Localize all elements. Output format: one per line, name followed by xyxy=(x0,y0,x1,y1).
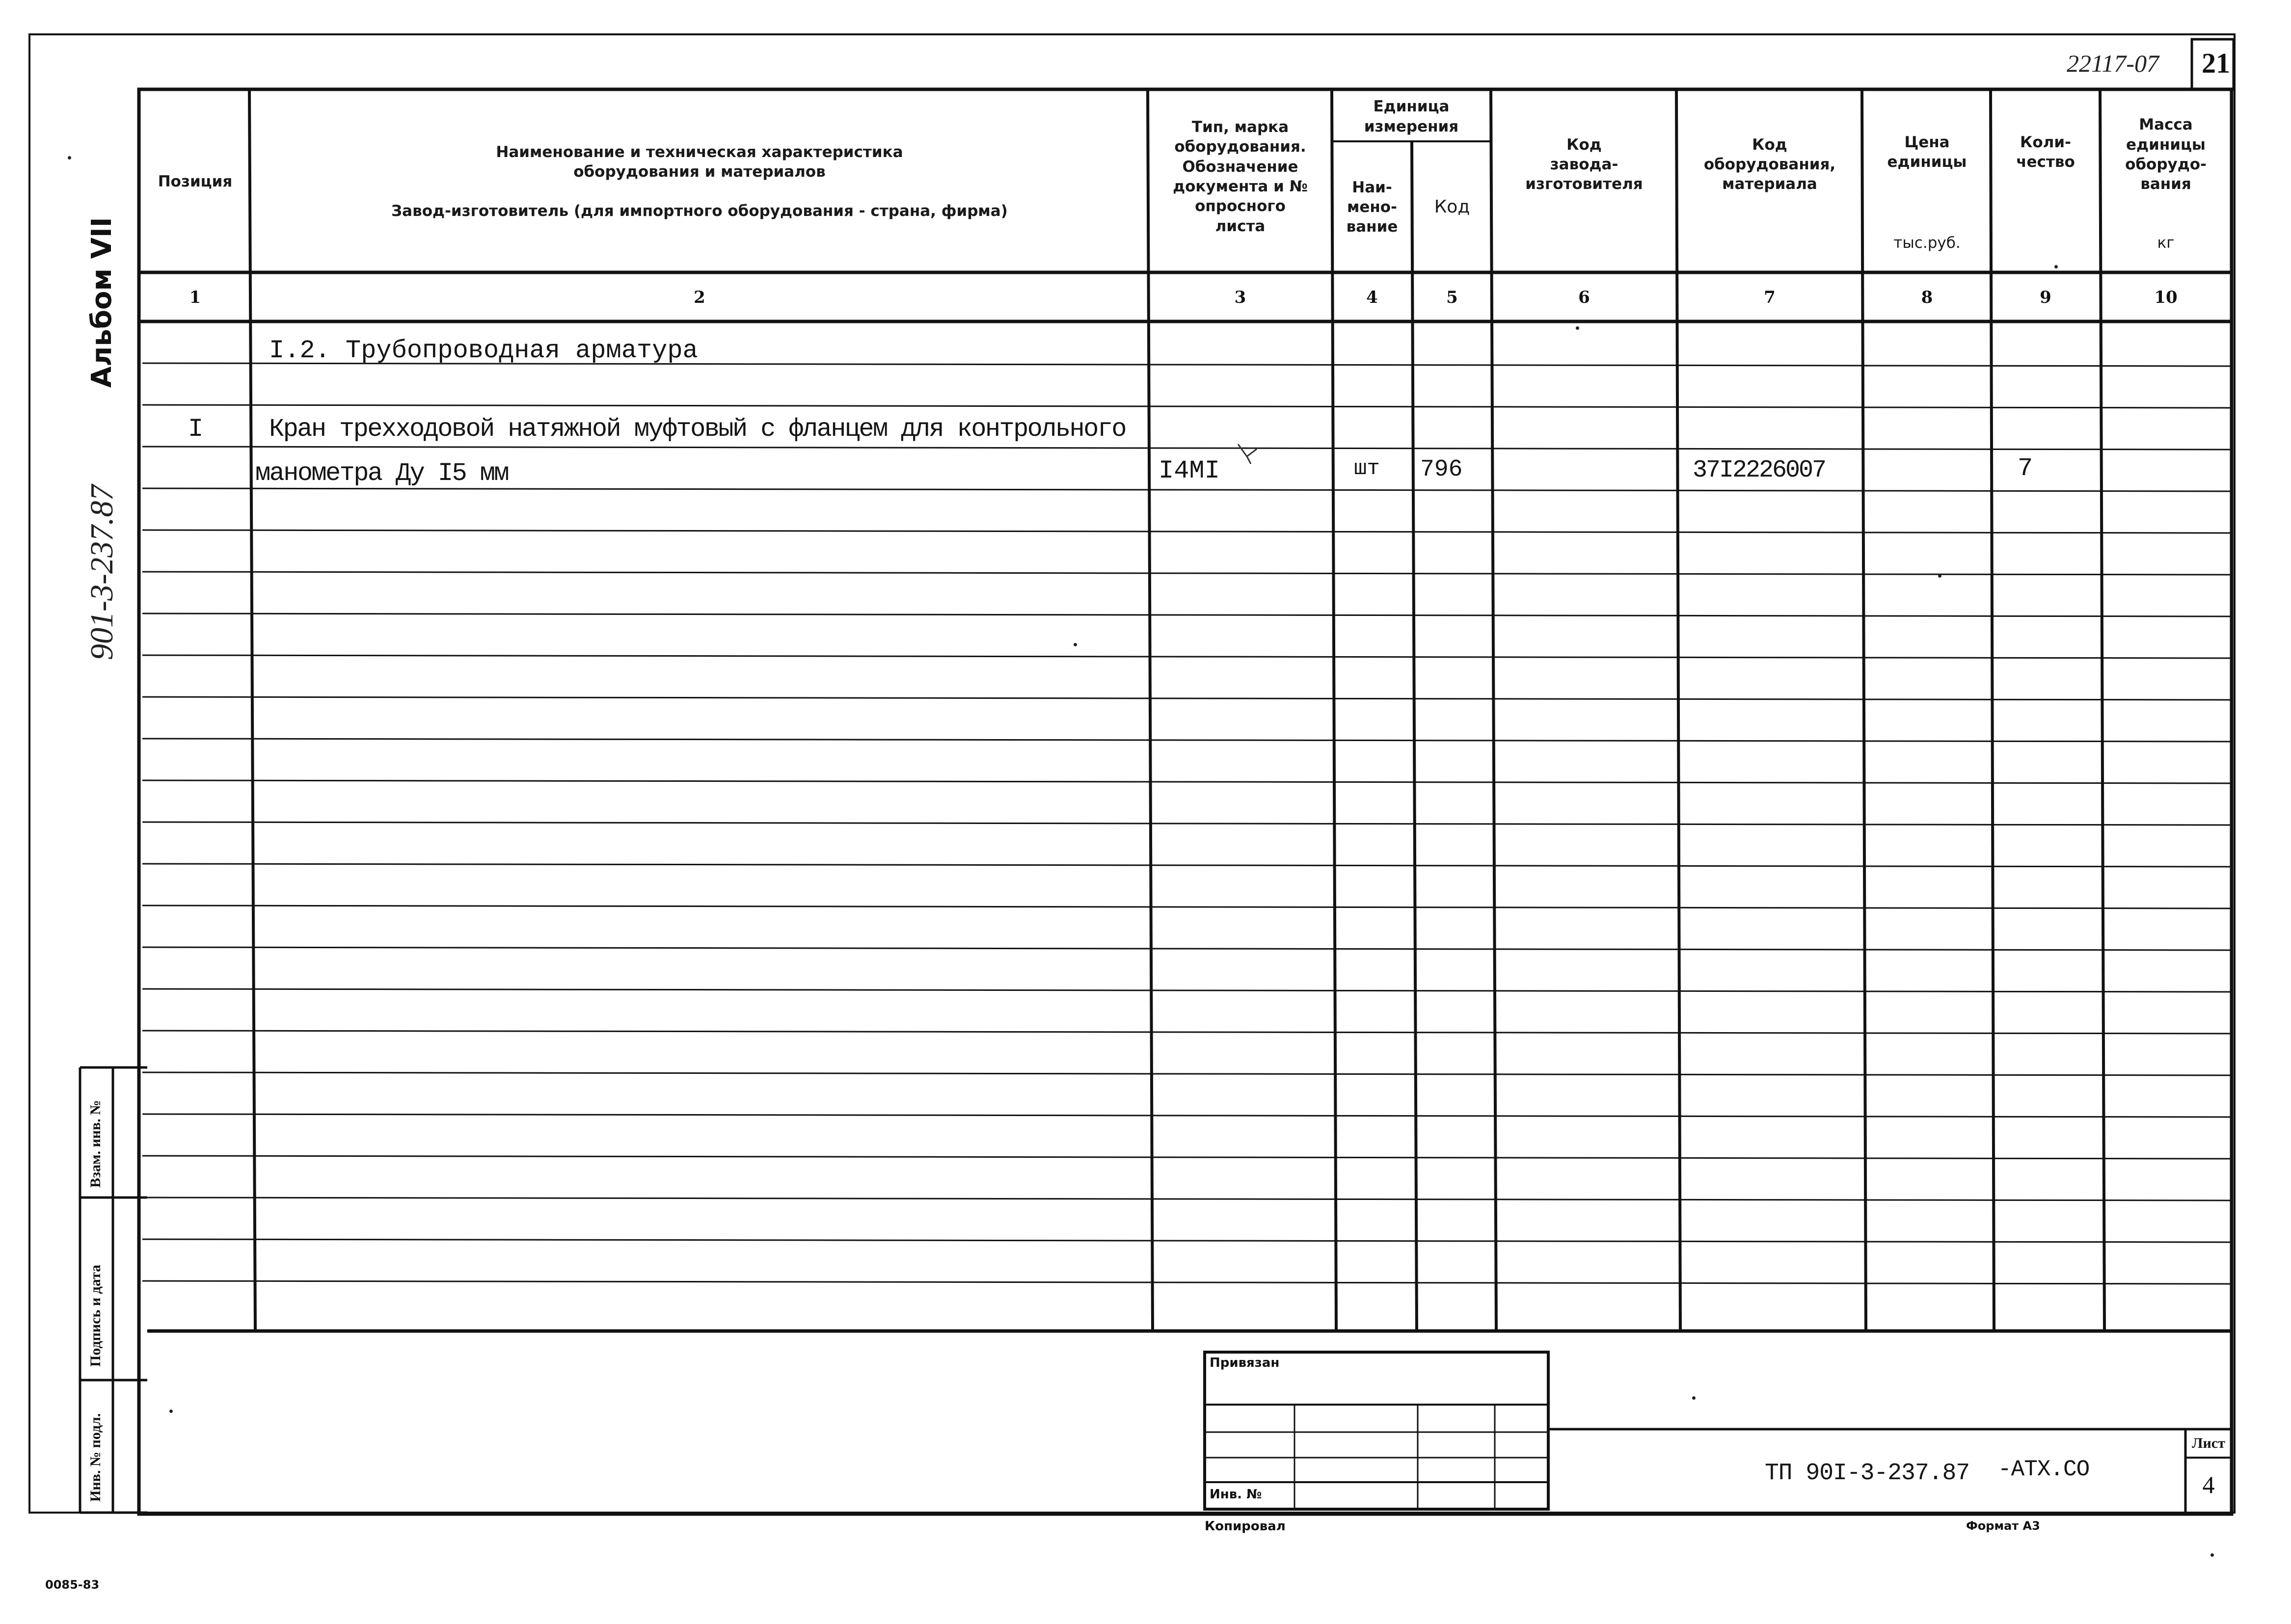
row-rule-18 xyxy=(142,1072,2232,1075)
row-rule-23 xyxy=(142,1281,2232,1284)
column-number-8: 8 xyxy=(1921,288,1933,307)
row-1-type: I4MI xyxy=(1159,456,1220,485)
row-1-unit-code: 796 xyxy=(1420,456,1463,483)
scan-speck xyxy=(1576,326,1579,330)
album-label: Альбом VII xyxy=(86,217,118,388)
row-rule-19 xyxy=(142,1114,2232,1117)
row-rule-3 xyxy=(142,447,2232,450)
row-1-position: I xyxy=(188,415,204,444)
header-position: Позиция xyxy=(158,172,233,190)
row-1-quantity: 7 xyxy=(2018,454,2033,483)
header-name xyxy=(253,93,1146,270)
row-rule-20 xyxy=(142,1156,2232,1159)
row-rule-6 xyxy=(142,572,2232,575)
scan-speck xyxy=(1692,1396,1696,1400)
column-number-2: 2 xyxy=(694,288,705,307)
column-number-6: 6 xyxy=(1578,288,1590,307)
header-mass-unit: кг xyxy=(2157,234,2175,252)
header-type: Тип, марка оборудования. Обозначение документа и № опросного листа xyxy=(1173,118,1308,235)
column-number-9: 9 xyxy=(2040,288,2051,307)
row-rule-9 xyxy=(142,697,2232,700)
row-rule-13 xyxy=(142,864,2232,867)
header-unit-code: Код xyxy=(1434,196,1470,217)
header-price-unit: тыс.руб. xyxy=(1893,234,1961,252)
scan-speck xyxy=(1938,574,1941,578)
header-mass: Масса единицы оборудо- вания xyxy=(2125,116,2207,193)
header-maker-code: Код завода- изготовителя xyxy=(1525,135,1643,193)
sheet-value: 4 xyxy=(2202,1471,2215,1498)
archive-number: 22117-07 xyxy=(2067,50,2159,77)
row-1-name-line2: манометра Ду I5 мм xyxy=(255,459,508,488)
section-title: I.2. Трубопроводная арматура xyxy=(269,336,698,365)
row-1-equipment-code: 37I2226007 xyxy=(1693,456,1826,484)
scan-speck xyxy=(169,1410,173,1413)
row-rule-7 xyxy=(142,613,2232,616)
header-price: Цена единицы xyxy=(1887,133,1967,171)
inv-no-label: Инв. № xyxy=(1210,1487,1262,1502)
row-rule-16 xyxy=(142,989,2232,992)
row-rule-12 xyxy=(142,822,2232,825)
row-1-unit-name: шт xyxy=(1354,456,1380,481)
row-rule-4 xyxy=(142,488,2232,491)
column-number-1: 1 xyxy=(189,288,201,307)
row-rule-2 xyxy=(142,405,2232,408)
project-code-handwritten: 901-3-237.87 xyxy=(84,484,120,660)
scan-speck xyxy=(68,156,71,160)
column-number-5: 5 xyxy=(1446,288,1458,307)
header-unit-name: Наи- мено- вание xyxy=(1346,178,1398,236)
column-number-4: 4 xyxy=(1366,288,1378,307)
header-name-line2: оборудования и материалов xyxy=(573,162,826,181)
header-quantity: Коли- чество xyxy=(2016,133,2075,171)
row-rule-14 xyxy=(142,905,2232,908)
signature-date-label: Подпись и дата xyxy=(87,1264,104,1367)
header-equipment-code: Код оборудования, материала xyxy=(1703,135,1836,193)
row-rule-15 xyxy=(142,947,2232,950)
header-name-line1: Наименование и техническая характеристика xyxy=(496,143,903,161)
scan-speck xyxy=(2054,265,2058,268)
row-rule-8 xyxy=(142,655,2232,658)
row-rule-21 xyxy=(142,1198,2232,1200)
replaced-inv-label: Взам. инв. № xyxy=(87,1100,104,1188)
header-name-line3: Завод-изготовитель (для импортного оборудования - страна, фирма) xyxy=(391,202,1008,220)
scan-speck xyxy=(1074,643,1077,646)
column-number-10: 10 xyxy=(2154,288,2178,307)
row-rule-10 xyxy=(142,739,2232,742)
row-rule-22 xyxy=(142,1239,2232,1242)
header-unit-group: Единица измерения xyxy=(1364,98,1459,135)
column-number-7: 7 xyxy=(1764,288,1776,307)
page-number: 21 xyxy=(2202,47,2230,79)
column-number-3: 3 xyxy=(1234,288,1246,307)
row-rule-11 xyxy=(142,780,2232,783)
row-1-name-line1: Кран трехходовой натяжной муфтовый с фланцем для контрольного xyxy=(269,415,1126,444)
scan-speck xyxy=(2210,1553,2214,1557)
row-rule-5 xyxy=(142,530,2232,533)
copied-by-label: Копировал xyxy=(1205,1519,1286,1534)
sheet-label: Лист xyxy=(2192,1435,2225,1451)
original-inv-label: Инв. № подл. xyxy=(87,1413,104,1502)
form-code: 0085-83 xyxy=(45,1578,100,1592)
row-rule-17 xyxy=(142,1031,2232,1034)
document-suffix: -АТХ.СО xyxy=(1998,1457,2090,1482)
attached-label: Привязан xyxy=(1210,1356,1280,1370)
format-label: Формат А3 xyxy=(1966,1519,2040,1533)
document-code: ТП 90I-3-237.87 xyxy=(1765,1460,1970,1487)
